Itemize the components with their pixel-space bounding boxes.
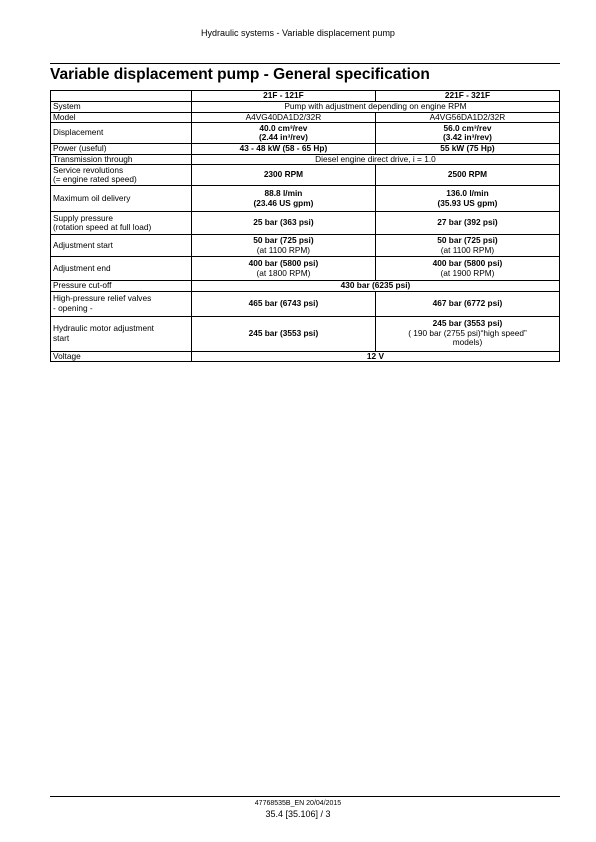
cell-value-b: [375, 186, 559, 212]
row-motor-adjustment: [51, 316, 560, 351]
cell-value-a: [191, 186, 375, 212]
label-line: Hydraulic motor adjustment: [53, 323, 154, 334]
cell-value-a: 43 - 48 kW (58 - 65 Hp): [191, 144, 375, 155]
value-line: 56.0 cm³/rev: [443, 122, 492, 133]
row-label: Model: [51, 112, 192, 123]
row-label: Adjustment end: [51, 257, 192, 281]
value-line: (23.46 US gpm): [253, 197, 314, 208]
label-line: start: [53, 332, 70, 343]
cell-value-a: [191, 123, 375, 144]
row-voltage: [51, 351, 560, 362]
row-label: Transmission through: [51, 154, 192, 165]
column-header-221f-321f: 221F - 321F: [375, 91, 559, 102]
cell-value-a: 25 bar (363 psi): [191, 212, 375, 235]
value-line: 88.8 l/min: [264, 188, 303, 199]
row-adjustment-end: [51, 257, 560, 281]
footer-doc-id: 47768535B_EN 20/04/2015: [254, 800, 342, 807]
value-line: models): [452, 337, 483, 348]
label-line: (= engine rated speed): [53, 174, 137, 185]
value-line: ( 190 bar (2755 psi)“high speed”: [408, 327, 527, 338]
value-line: (at 1800 RPM): [256, 267, 311, 278]
row-displacement: [51, 123, 560, 144]
running-header: Hydraulic systems - Variable displacement pump: [201, 28, 395, 38]
cell-value: 430 bar (6235 psi): [191, 281, 559, 292]
row-relief-valves: [51, 291, 560, 316]
title-rule: [50, 63, 560, 64]
footer-page-ref: 35.4 [35.106] / 3: [265, 809, 331, 819]
label-line: High-pressure relief valves: [53, 293, 152, 304]
cell-value-b: [375, 123, 559, 144]
value-line: 245 bar (3553 psi): [432, 318, 503, 329]
row-adjustment-start: [51, 235, 560, 257]
cell-value-b: A4VG56DA1D2/32R: [375, 112, 559, 123]
value-line: 400 bar (5800 psi): [432, 258, 503, 269]
row-transmission: [51, 154, 560, 165]
label-line: - opening -: [53, 302, 93, 313]
cell-value-b: [375, 257, 559, 281]
cell-value: Pump with adjustment depending on engine RPM: [191, 102, 559, 113]
label-line: Supply pressure: [53, 212, 113, 223]
row-label: [51, 212, 192, 235]
cell-value-b: 27 bar (392 psi): [375, 212, 559, 235]
row-label: Pressure cut-off: [51, 281, 192, 292]
row-label: Adjustment start: [51, 235, 192, 257]
value-line: (3.42 in³/rev): [443, 132, 492, 143]
cell-value-a: 465 bar (6743 psi): [191, 291, 375, 316]
value-line: 400 bar (5800 psi): [248, 258, 319, 269]
footer-rule: [50, 796, 560, 797]
value-line: (at 1900 RPM): [440, 267, 495, 278]
value-line: (35.93 US gpm): [437, 197, 498, 208]
row-power: [51, 144, 560, 155]
row-label: Displacement: [51, 123, 192, 144]
row-label: [51, 291, 192, 316]
row-label: Voltage: [51, 351, 192, 362]
column-header-empty: [51, 91, 192, 102]
value-line: (2.44 in³/rev): [258, 132, 308, 143]
row-label: [51, 165, 192, 186]
cell-value-a: 245 bar (3553 psi): [191, 316, 375, 351]
cell-value-a: A4VG40DA1D2/32R: [191, 112, 375, 123]
cell-value: 12 V: [191, 351, 559, 362]
page-title: Variable displacement pump - General specification: [50, 66, 430, 83]
cell-value-a: [191, 235, 375, 257]
cell-value-b: [375, 235, 559, 257]
row-system: [51, 102, 560, 113]
value-line: 40.0 cm³/rev: [259, 122, 308, 133]
table-header-row: [51, 91, 560, 102]
row-service-revolutions: [51, 165, 560, 186]
cell-value-a: [191, 257, 375, 281]
row-pressure-cutoff: [51, 281, 560, 292]
row-label: Maximum oil delivery: [51, 186, 192, 212]
cell-value-b: [375, 316, 559, 351]
value-line: 50 bar (725 psi): [253, 235, 314, 246]
row-label: System: [51, 102, 192, 113]
row-max-oil-delivery: [51, 186, 560, 212]
cell-value: Diesel engine direct drive, i = 1.0: [191, 154, 559, 165]
column-header-21f-121f: 21F - 121F: [191, 91, 375, 102]
value-line: (at 1100 RPM): [256, 244, 311, 255]
label-line: Service revolutions: [53, 164, 124, 175]
cell-value-b: 55 kW (75 Hp): [375, 144, 559, 155]
value-line: 136.0 l/min: [446, 188, 489, 199]
row-label: Power (useful): [51, 144, 192, 155]
label-line: (rotation speed at full load): [53, 222, 152, 233]
cell-value-b: 467 bar (6772 psi): [375, 291, 559, 316]
value-line: (at 1100 RPM): [440, 244, 495, 255]
row-supply-pressure: [51, 212, 560, 235]
spec-table: [50, 90, 560, 362]
row-label: [51, 316, 192, 351]
cell-value-a: 2300 RPM: [191, 165, 375, 186]
cell-value-b: 2500 RPM: [375, 165, 559, 186]
value-line: 50 bar (725 psi): [437, 235, 498, 246]
row-model: [51, 112, 560, 123]
